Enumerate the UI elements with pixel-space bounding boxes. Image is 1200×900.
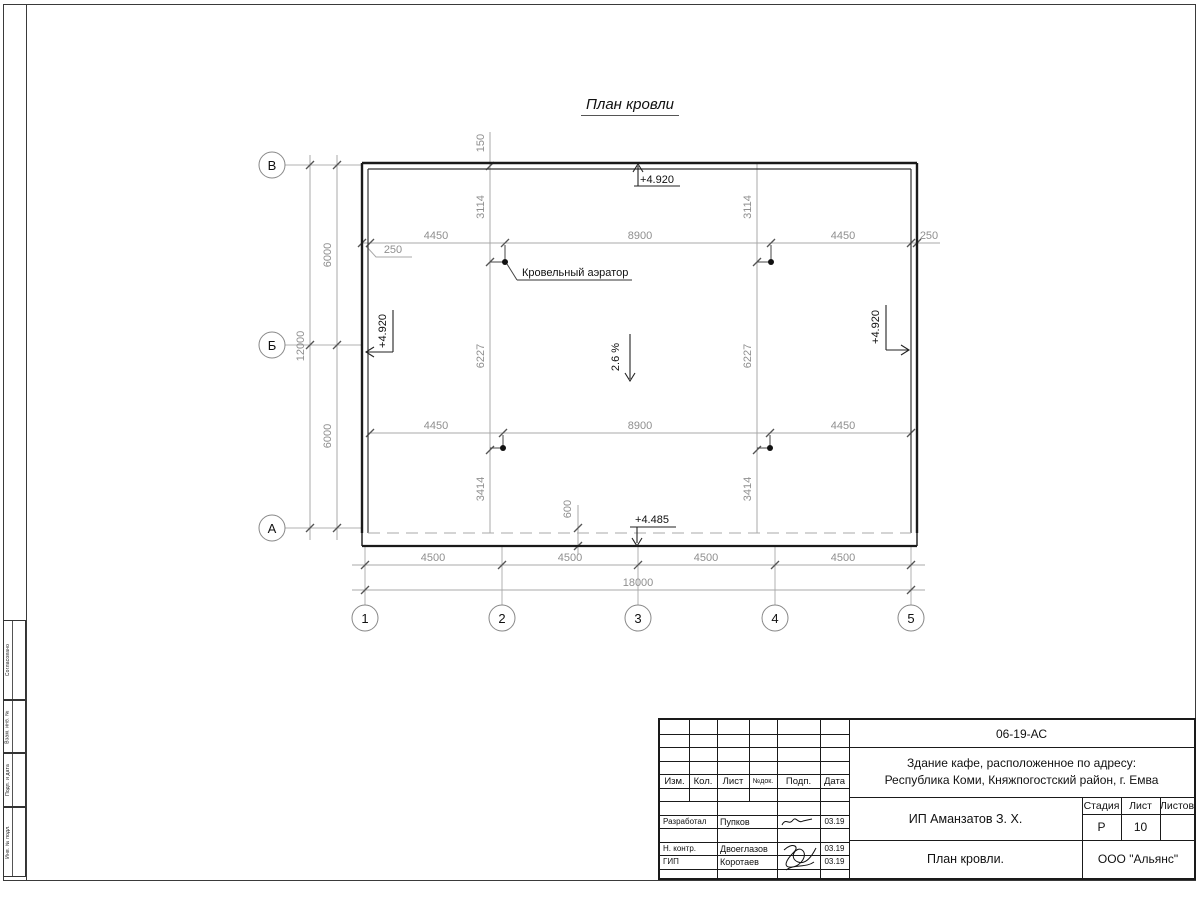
dim-overhang: 600 [562,499,574,519]
tb-col-podp: Подп. [785,775,812,787]
dim-left: 6000 [322,242,334,268]
dim-vert: 3414 [742,476,754,502]
elevation-right: +4.920 [870,310,882,344]
slope-arrow [625,334,635,381]
tb-col-data: Дата [823,775,846,787]
tb-object-line2: Республика Коми, Княжпогостский район, г. Емва [884,773,1159,787]
dim-mid: 4450 [423,420,449,432]
grid-col-label: 2 [498,611,506,626]
grid-axis-lines [285,165,911,605]
aerator-label: Кровельный аэратор [522,267,629,279]
side-stamp-inv-orig [3,807,26,877]
tb-name-gip: Коротаев [720,856,759,867]
dim-top: 8900 [627,230,653,242]
dim-bottom: 4500 [830,552,856,564]
side-stamp-sign-date [3,753,26,807]
dim-left: 6000 [322,423,334,449]
dim-vert: 3114 [742,195,754,219]
tb-col-ndok: №док. [752,777,774,785]
dim-wall-left: 250 [383,244,403,256]
tb-company: ООО "Альянс" [1097,852,1179,866]
tick-marks [306,161,921,594]
dim-bottom: 4500 [693,552,719,564]
grid-bubbles [259,152,924,631]
elevation-top: +4.920 [640,174,674,186]
signature [778,840,820,874]
tb-role-developed: Разработал [663,817,707,826]
tb-object-name [849,747,1194,797]
dim-top: 4450 [830,230,856,242]
side-stamp-agreed-label: Согласовано [4,643,11,677]
grid-col-label: 5 [907,611,915,626]
tb-name-ncontr: Двоеглазов [720,843,768,854]
elevation-left: +4.920 [377,314,389,348]
side-stamp-agreed [3,620,26,700]
tb-stage-value: Р [1097,820,1106,834]
dim-vert: 6227 [475,343,487,369]
tb-sheets-label: Листов [1159,799,1195,812]
tb-name-developed: Пупков [720,816,750,827]
dim-bottom: 4500 [420,552,446,564]
elevation-eave: +4.485 [635,514,669,526]
grid-col-label: 4 [771,611,779,626]
elevation-marks [366,164,909,546]
grid-col-label: 1 [361,611,369,626]
grid-row-label: А [267,521,277,536]
tb-sheet-title: План кровли. [926,852,1005,866]
signature [779,815,819,828]
tb-doc-number: 06-19-АС [995,726,1048,741]
tb-role-ncontr: Н. контр. [663,844,697,853]
dim-vert: 150 [475,133,487,153]
tb-role-gip: ГИП [663,857,679,866]
side-stamp-replace-inv [3,700,26,753]
side-stamp-divider [12,701,13,752]
dim-vert: 6227 [742,343,754,369]
dimension-lines [310,132,940,590]
dim-bottom-overall: 18000 [622,577,654,589]
grid-col-label: 3 [634,611,642,626]
roof-outline-walls [362,163,917,546]
tb-stage-label: Стадия [1083,799,1120,812]
tb-sheets-value [1160,814,1194,840]
tb-sheet-label: Лист [1129,799,1152,812]
tb-client: ИП Аманзатов З. Х. [908,811,1023,826]
tb-col-izm: Изм. [664,775,685,787]
side-stamp-sign-date-label: Подп. и дата [4,764,11,796]
tb-object-line1: Здание кафе, расположенное по адресу: [906,756,1137,770]
tb-date-ncontr: 03.19 [824,844,845,853]
tb-sheet-value: 10 [1133,820,1148,834]
dim-vert: 3414 [475,476,487,502]
tb-col-kol: Кол. [693,775,713,787]
side-stamp-divider [12,808,13,876]
side-stamp-divider [12,621,13,699]
slope-label: 2.6 % [610,342,622,372]
tb-col-list: Лист [722,775,744,787]
side-stamp-inv-orig-label: Инв. № подл. [4,825,11,859]
grid-row-label: Б [267,338,277,353]
dim-left-overall: 12000 [295,330,307,362]
side-stamp-replace-inv-label: Взам. инв. № [4,709,11,744]
dim-bottom: 4500 [557,552,583,564]
dim-top: 4450 [423,230,449,242]
grid-row-label: В [267,158,277,173]
tb-date-developed: 03.19 [824,817,845,826]
tb-date-gip: 03.19 [824,857,845,866]
dim-vert: 3114 [475,195,487,219]
side-stamp-divider [12,754,13,806]
dim-mid: 4450 [830,420,856,432]
title-block [658,718,1196,880]
dim-wall-right: 250 [919,230,939,242]
dim-mid: 8900 [627,420,653,432]
drawing-title-text: План кровли [581,96,679,116]
